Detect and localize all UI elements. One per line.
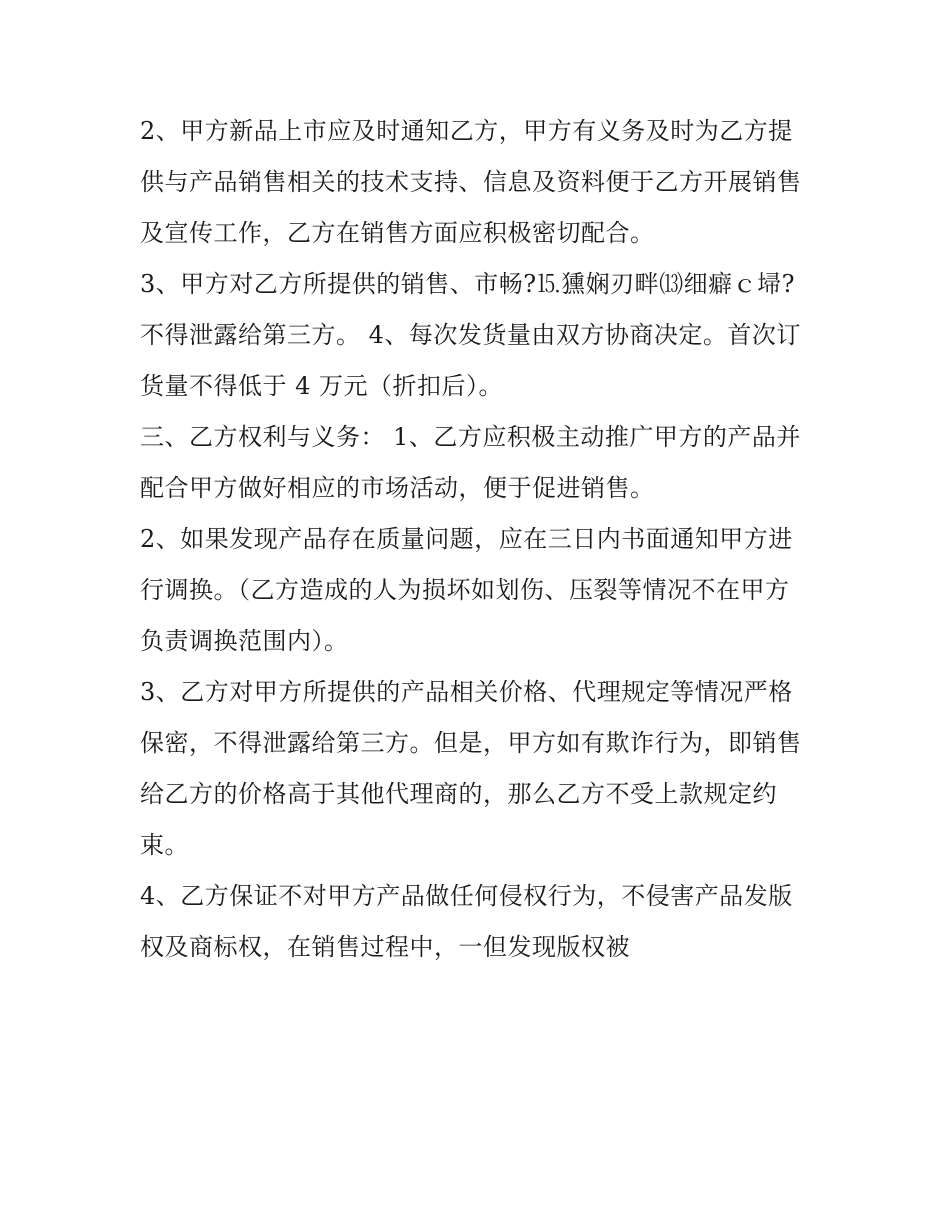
text-line: 2、甲方新品上市应及时通知乙方，甲方有义务及时为乙方提 (140, 117, 793, 145)
text-line: 及宣传工作，乙方在销售方面应积极密切配合。 (140, 219, 655, 247)
document-body (140, 106, 820, 973)
text-line: 4、乙方保证不对甲方产品做任何侵权行为，不侵害产品发版 (140, 882, 793, 910)
text-line: 三、乙方权利与义务： 1、乙方应积极主动推广甲方的产品并 (140, 423, 801, 451)
paragraph-party-b-rights (140, 412, 820, 514)
text-line: 权及商标权，在销售过程中，一但发现版权被 (140, 933, 630, 961)
text-line: 束。 (140, 831, 189, 859)
text-line: 不得泄露给第三方。 4、每次发货量由双方协商决定。首次订 (140, 321, 801, 349)
text-line: 给乙方的价格高于其他代理商的，那么乙方不受上款规定约 (140, 780, 777, 808)
paragraph-confidentiality-and-order (140, 259, 820, 412)
text-line: 行调换。（乙方造成的人为损坏如划伤、压裂等情况不在甲方 (140, 576, 790, 604)
text-line: 3、甲方对乙方所提供的销售、市畅?⒖獯娴刃畔⒀细癖ｃ埽? (140, 270, 796, 298)
text-line: 负责调换范围内）。 (140, 627, 349, 655)
text-line: 供与产品销售相关的技术支持、信息及资料便于乙方开展销售 (140, 168, 802, 196)
paragraph-quality-issues (140, 514, 820, 667)
text-line: 配合甲方做好相应的市场活动，便于促进销售。 (140, 474, 655, 502)
paragraph-price-confidentiality (140, 667, 820, 871)
text-line: 3、乙方对甲方所提供的产品相关价格、代理规定等情况严格 (140, 678, 793, 706)
paragraph-new-product-notice (140, 106, 820, 259)
text-line: 货量不得低于 4 万元（折扣后）。 (140, 372, 504, 400)
text-line: 保密，不得泄露给第三方。但是，甲方如有欺诈行为，即销售 (140, 729, 802, 757)
text-line: 2、如果发现产品存在质量问题，应在三日内书面通知甲方进 (140, 525, 793, 553)
paragraph-no-infringement (140, 871, 820, 973)
